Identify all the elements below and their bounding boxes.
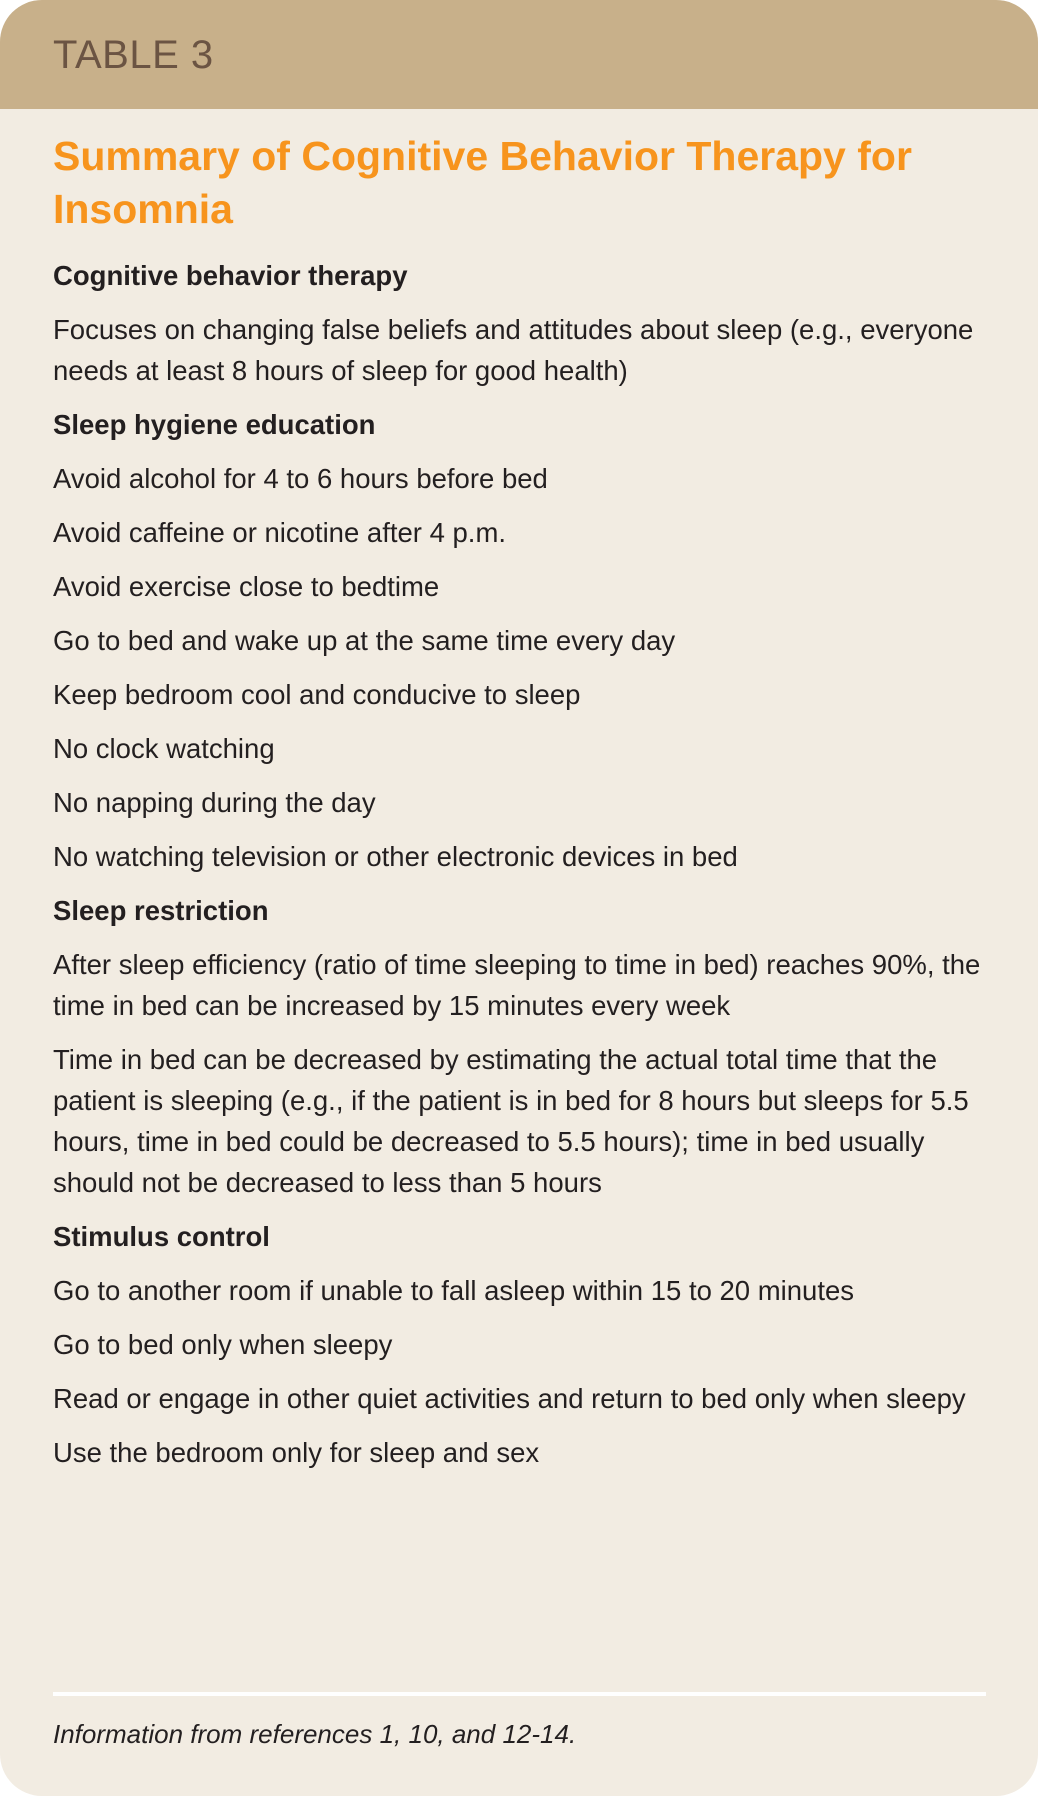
list-item: After sleep efficiency (ratio of time sleeping to time in bed) reaches 90%, the time in bed can be increased by 15 minutes every week — [53, 949, 981, 1021]
list-item: Avoid exercise close to bedtime — [53, 571, 440, 602]
list-item: Read or engage in other quiet activities and return to bed only when sleepy — [53, 1383, 966, 1414]
section-heading: Sleep restriction — [53, 895, 269, 926]
list-item: No watching television or other electronic devices in bed — [53, 841, 738, 872]
list-item: Keep bedroom cool and conducive to sleep — [53, 679, 581, 710]
list-item: Go to another room if unable to fall asleep within 15 to 20 minutes — [53, 1275, 855, 1306]
table-header-band — [0, 0, 1038, 109]
list-item: Time in bed can be decreased by estimating the actual total time that the patient is sleeping (e.g., if the patient is in bed for 8 hours but sleeps for 5.5 hours, time in bed could be decreased to 5.5 hours); time in bed usually should not be decreased to less than 5 hours — [53, 1044, 969, 1198]
section-heading: Stimulus control — [53, 1221, 270, 1252]
list-item: Use the bedroom only for sleep and sex — [53, 1437, 540, 1468]
list-item: Avoid caffeine or nicotine after 4 p.m. — [53, 517, 506, 548]
list-item: No napping during the day — [53, 787, 376, 818]
list-item: Focuses on changing false beliefs and attitudes about sleep (e.g., everyone needs at least 8 hours of sleep for good health) — [53, 314, 974, 386]
section-heading: Sleep hygiene education — [53, 409, 376, 440]
list-item: Go to bed only when sleepy — [53, 1329, 393, 1360]
table-number-label: TABLE 3 — [53, 33, 214, 77]
footnote: Information from references 1, 10, and 12-14. — [53, 1719, 577, 1749]
divider — [53, 1692, 986, 1696]
list-item: Avoid alcohol for 4 to 6 hours before bed — [53, 463, 548, 494]
section-heading: Cognitive behavior therapy — [53, 260, 408, 291]
list-item: No clock watching — [53, 733, 275, 764]
table-title: Summary of Cognitive Behavior Therapy for Insomnia — [53, 133, 912, 232]
list-item: Go to bed and wake up at the same time every day — [53, 625, 676, 656]
table-body — [53, 255, 993, 1473]
